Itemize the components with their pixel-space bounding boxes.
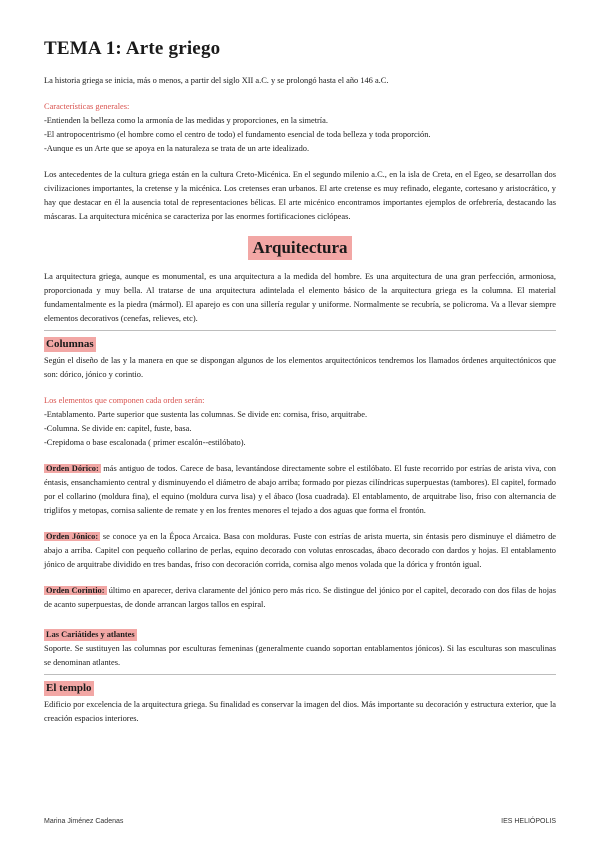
characteristic-item: -El antropocentrismo (el hombre como el centro de todo) el fundamento esencial de toda belleza y toda proporción. xyxy=(44,130,431,139)
caryatids-text: Soporte. Se sustituyen las columnas por esculturas femeninas (generalmente cuando soportan entablamentos jónicos). Si las esculturas son masculinas se denominan atlantes. xyxy=(44,644,556,667)
doric-order-text: más antiguo de todos. Carece de basa, levantándose directamente sobre el estilóbato. El fuste recorrido por estrías de arista viva, con éntasis, ensanchamiento central y disminuyendo el diámetro de abajo arriba; formado por piezas cilíndricas superpuestas (tambores). El capitel, formado por el collarino (moldura fina), el equino (moldura curva lisa) y el ábaco (losa cuadrada). El entablamento, de arquitrabe liso, friso con alternancia de triglifos y metopas, cornisa saliente de remate y en los frentes menores el tejado a dos aguas que forma el frontón. xyxy=(44,464,556,515)
page-title: TEMA 1: Arte griego xyxy=(44,38,221,59)
doric-order-paragraph xyxy=(44,462,556,518)
corinthian-order-text: último en aparecer, deriva claramente del jónico pero más rico. Se distingue del jónico por el capitel, decorado con dos filas de hojas de acanto superpuestas, de donde arrancan largos tallos en espiral. xyxy=(44,586,556,609)
corinthian-order-paragraph xyxy=(44,584,556,612)
elements-block xyxy=(44,394,556,450)
architecture-title-wrap xyxy=(44,236,556,260)
footer-school: IES HELIÓPOLIS xyxy=(501,818,556,825)
architecture-title: Arquitectura xyxy=(248,236,351,260)
caryatids-block xyxy=(44,624,556,670)
characteristics-block xyxy=(44,100,556,156)
temple-heading-wrap xyxy=(44,678,556,696)
divider xyxy=(44,330,556,331)
element-item: -Columna. Se divide en: capitel, fuste, basa. xyxy=(44,424,192,433)
corinthian-order-label: Orden Corintio: xyxy=(46,586,105,595)
footer-author: Marina Jiménez Cadenas xyxy=(44,818,124,825)
columns-intro: Según el diseño de las y la manera en que se dispongan algunos de los elementos arquitectónicos tendremos los llamados órdenes arquitectónicos que son: dórico, jónico y corintio. xyxy=(44,356,556,379)
elements-heading: Los elementos que componen cada orden serán: xyxy=(44,396,205,405)
temple-text: Edificio por excelencia de la arquitectura griega. Su finalidad es conservar la imagen del dios. Más importante su decoración y estructura exterior, que la creación espacios interiores. xyxy=(44,700,556,723)
doric-order-label: Orden Dórico: xyxy=(46,464,99,473)
ionic-order-paragraph xyxy=(44,530,556,572)
columns-heading-wrap xyxy=(44,334,556,352)
temple-heading: El templo xyxy=(46,682,92,694)
characteristics-heading: Características generales: xyxy=(44,102,130,111)
columns-heading: Columnas xyxy=(46,338,94,350)
characteristic-item: -Aunque es un Arte que se apoya en la naturaleza se trata de un arte idealizado. xyxy=(44,144,310,153)
architecture-intro: La arquitectura griega, aunque es monumental, es una arquitectura a la medida del hombre. Es una arquitectura de una gran perfección, armoniosa, proporcionada y muy bella. Al tratarse de una arquitectura adintelada el elemento básico de la arquitectura griega es la columna. El material fundamentalmente es la piedra (mármol). El aparejo es con una sillería regular y uniforme. Normalmente se recubría, se policroma. Va a llevar siempre elementos decorativos (cenefas, relieves, etc). xyxy=(44,272,556,323)
document-page xyxy=(44,38,556,726)
intro-paragraph: La historia griega se inicia, más o menos, a partir del siglo XII a.C. y se prolongó hasta el año 146 a.C. xyxy=(44,76,389,85)
element-item: -Crepidoma o base escalonada ( primer escalón--estilóbato). xyxy=(44,438,246,447)
ionic-order-text: se conoce ya en la Época Arcaica. Basa con molduras. Fuste con estrías de arista muerta, sin éntasis pero disminuye el diámetro de abajo a arriba. Capitel con pequeño collarino de perlas, equino decorado con volutas enroscadas, ábaco decorado con dardos y hojas. El entablamento jónico de arquitrabe dividido en tres bandas, friso con decoración corrida, cornisa algo menos volada que la dórica y frontón igual. xyxy=(44,532,556,569)
background-paragraph: Los antecedentes de la cultura griega están en la cultura Creto-Micénica. En el segundo milenio a.C., en la isla de Creta, en el Egeo, se desarrollan dos civilizaciones importantes, la cretense y la micénica. Los cretenses eran urbanos. El arte cretense es muy refinado, elegante, cortesano y aristocrático, y hay que destacar en él la ausencia total de representaciones bélicas. El arte micénico encontramos importantes ejemplos de orfebrería, destacando las máscaras. La arquitectura micénica se caracteriza por las enormes fortificaciones ciclópeas. xyxy=(44,170,556,221)
caryatids-heading: Las Cariátides y atlantes xyxy=(46,630,135,639)
divider xyxy=(44,674,556,675)
characteristic-item: -Entienden la belleza como la armonía de las medidas y proporciones, en la simetría. xyxy=(44,116,328,125)
ionic-order-label: Orden Jónico: xyxy=(46,532,99,541)
element-item: -Entablamento. Parte superior que sustenta las columnas. Se divide en: cornisa, friso, arquitrabe. xyxy=(44,410,368,419)
